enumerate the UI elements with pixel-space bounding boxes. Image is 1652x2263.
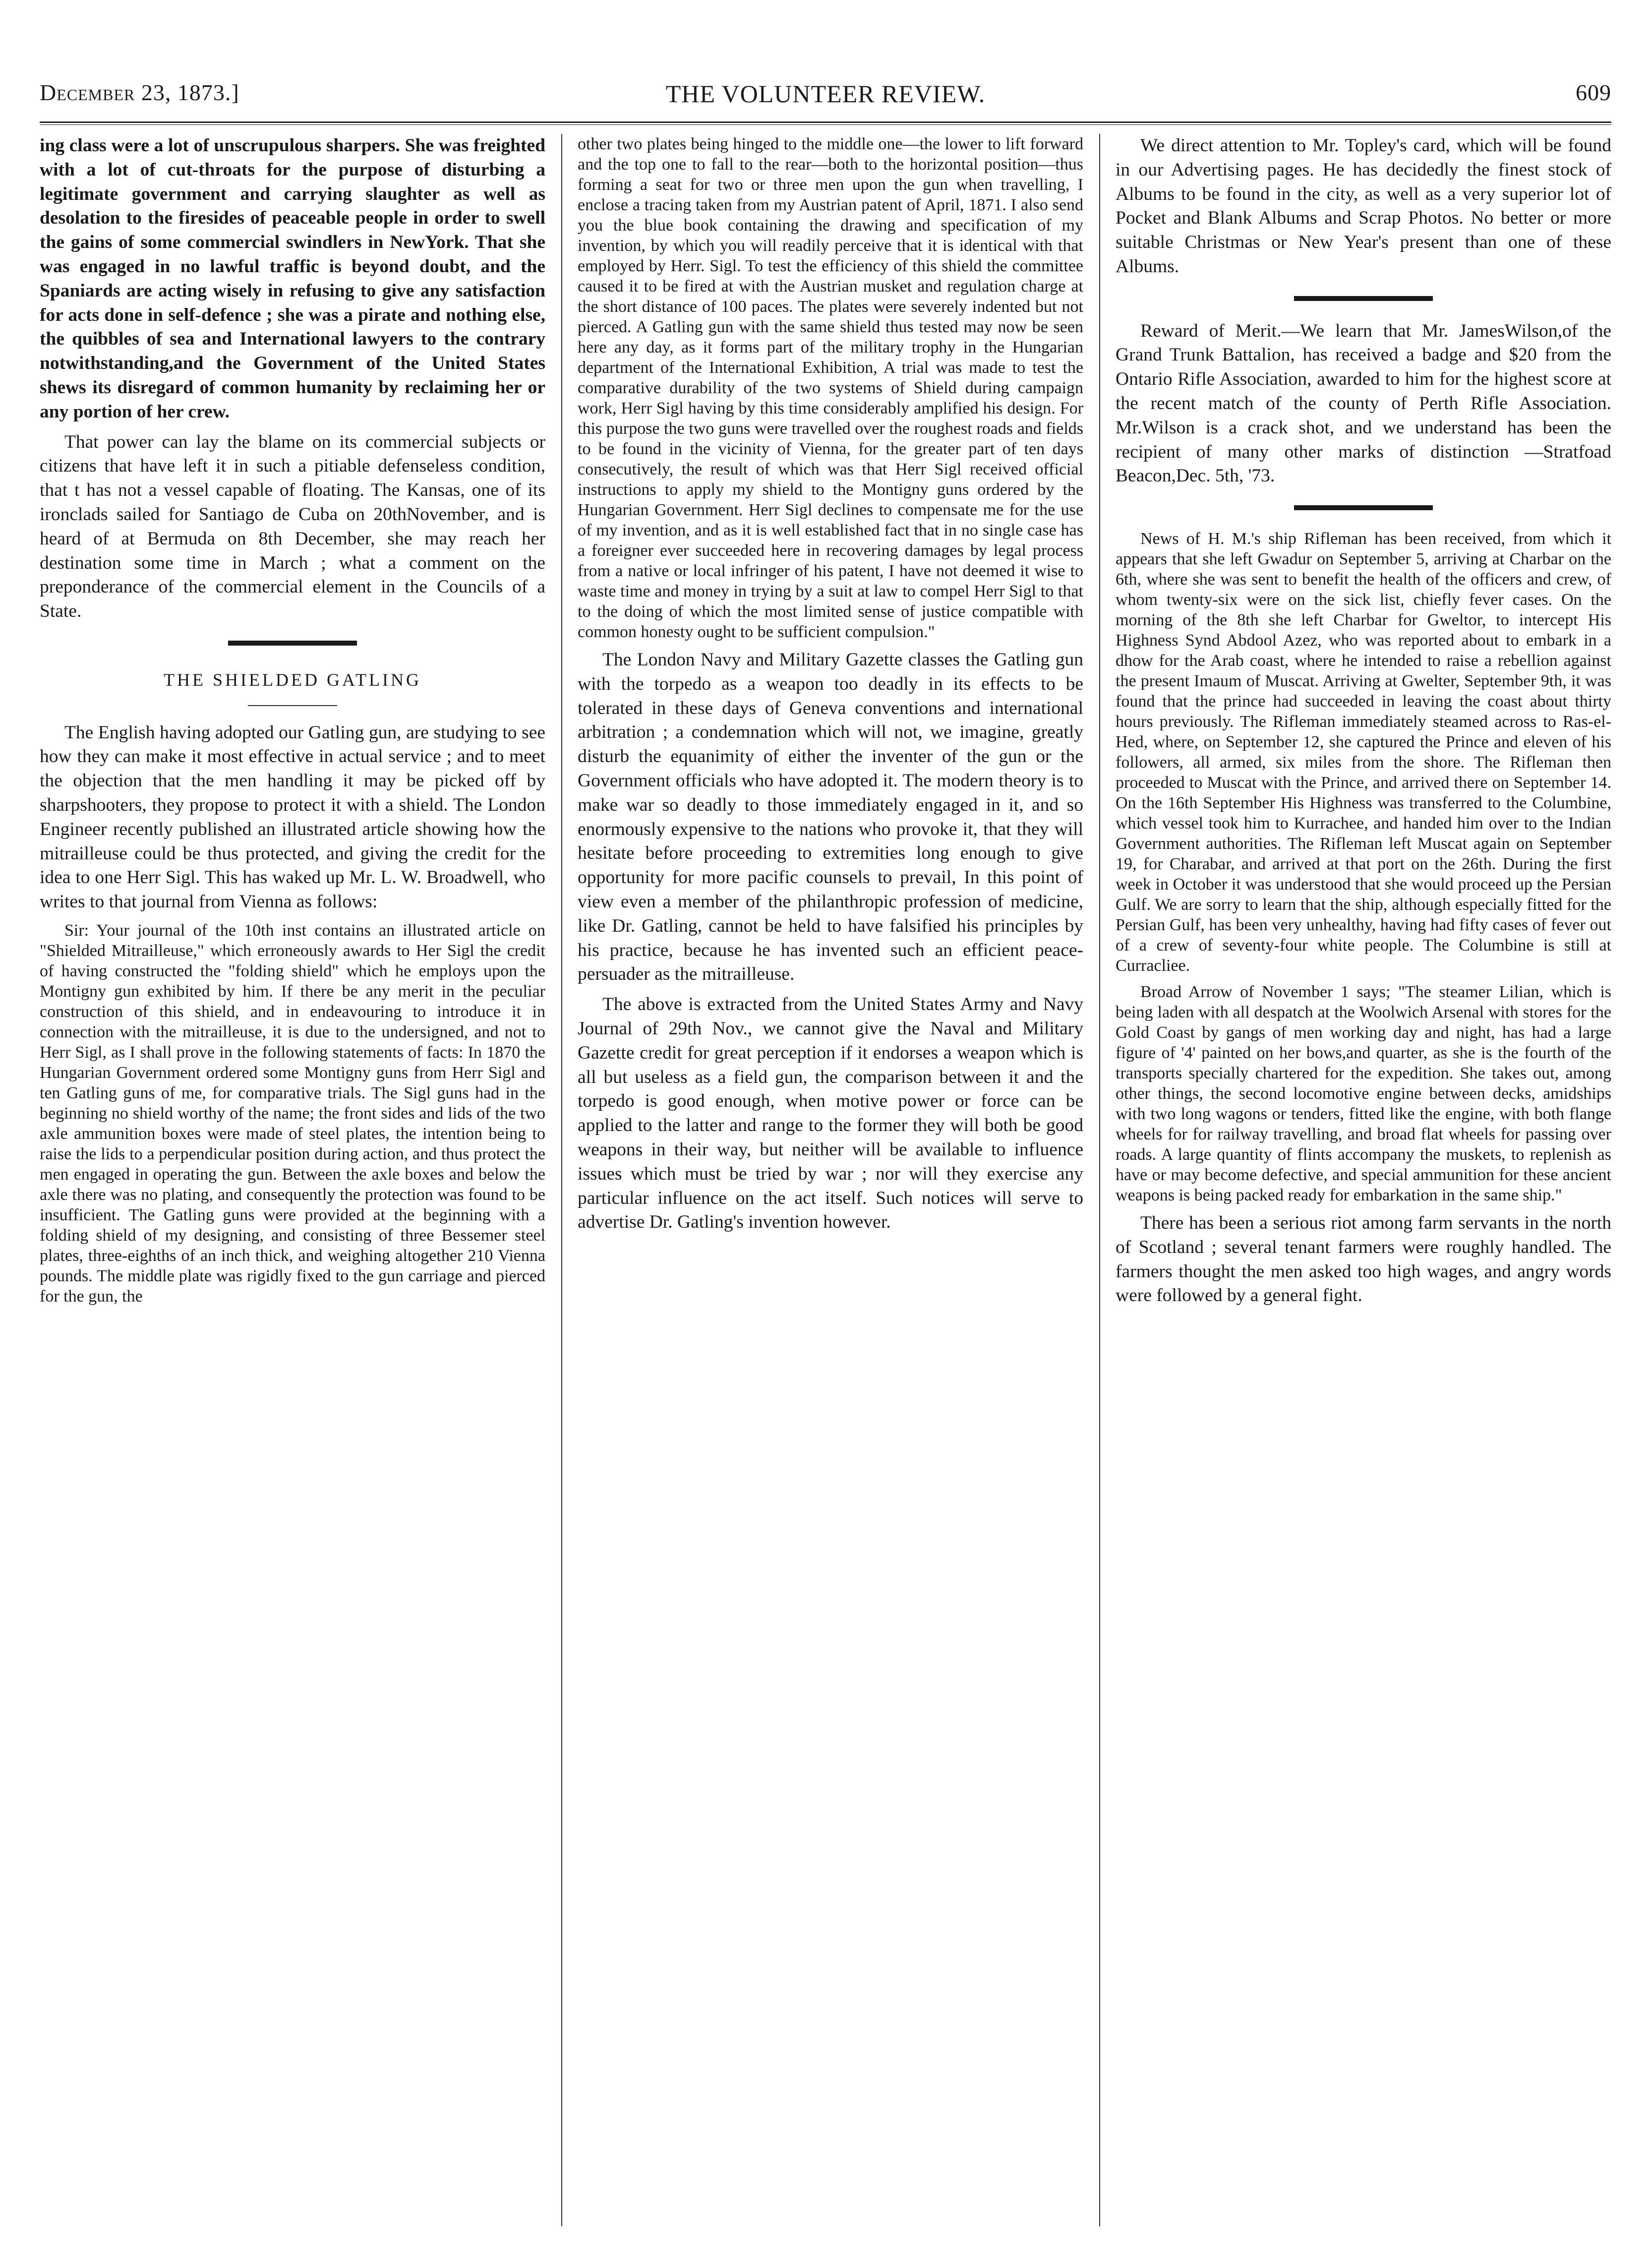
article-paragraph: The above is extracted from the United States Army and Navy Journal of 29th Nov., we cannot give the Naval and Military Gazette credit for great perception if it endorses a weapon which is all but useless as a field gun, the comparison between it and the torpedo is good enough, when motive power or force can be applied to the latter and range to the former they will both be good weapons in their way, but neither will be available to influence issues which must be tried by war ; nor will they exercise any particular influence on the act itself. Such notices will serve to advertise Dr. Gatling's invention however. (578, 994, 1083, 1233)
divider-ornament (1294, 294, 1433, 303)
article-paragraph: ing class were a lot of unscrupulous sharpers. She was freighted with a lot of cut-throats for the purpose of disturbing a legitimate government and carrying slaughter as well as desolation to the firesides of peaceable people in order to swell the gains of some commercial swindlers in NewYork. That she was engaged in no lawful traffic is beyond doubt, and the Spaniards are acting wisely in refusing to give any satisfaction for acts done in self-defence ; she was a pirate and nothing else, the quibbles of sea and International lawyers to the contrary notwithstanding,and the Government of the United States shews its disregard of common humanity by reclaiming her or any portion of her crew. (40, 135, 545, 422)
column-rule (1099, 134, 1100, 2226)
quoted-letter: Sir: Your journal of the 10th inst contains an illustrated article on "Shielded Mitrailleuse," which erroneously awards to Her Sigl the credit of having constructed the "folding shield" which he employs upon the Montigny gun exhibited by him. If there be any merit in the peculiar construction of this shield, and in endeavouring to introduce it in connection with the mitrailleuse, it is due to the undersigned, and not to Herr Sigl, as I shall prove in the following statements of facts: In 1870 the Hungarian Government ordered some Montigny guns from Herr Sigl and ten Gatling guns of me, for comparative trials. The Sigl guns had in the beginning no shield worthy of the name; the front sides and lids of the two axle ammunition boxes were made of steel plates, the intention being to raise the lids to a perpendicular position during action, and thus protect the men engaged in operating the gun. Between the axle boxes and below the axle there was no plating, and consequently the protection was found to be insufficient. The Gatling guns were provided at the beginning with a folding shield of my designing, and consisting of three Bessemer steel plates, three-eighths of an inch thick, and weighing altogether 210 Vienna pounds. The middle plate was rigidly fixed to the gun carriage and pierced for the gun, the (40, 921, 545, 1306)
article-heading: THE SHIELDED GATLING (164, 669, 421, 690)
divider-ornament (228, 638, 357, 648)
article-paragraph: That power can lay the blame on its commercial subjects or citizens that have left it in such a pitiable defenseless condition, that t has not a vessel capable of floating. The Kansas, one of its ironclads sailed for Santiago de Cuba on 20thNovember, and is heard of at Bermuda on 8th December, she may reach her destination some time in March ; what a comment on the preponderance of the commercial element in the Councils of a State. (40, 431, 545, 622)
publication-title: THE VOLUNTEER REVIEW. (665, 80, 986, 108)
article-paragraph: There has been a serious riot among farm servants in the north of Scotland ; several tenant farmers were roughly handled. The farmers thought the men asked too high wages, and angry words were followed by a general fight. (1116, 1212, 1611, 1306)
column-1 (40, 134, 545, 2226)
quoted-letter-continued: other two plates being hinged to the middle one—the lower to lift forward and the top one to fall to the rear—both to the horizontal position—thus forming a seat for two or three men upon the gun when travelling, I enclose a tracing taken from my Austrian patent of April, 1871. I also send you the blue book containing the drawing and specification of my invention, by which you will readily perceive that it is identical with that employed by Herr. Sigl. To test the efficiency of this shield the committee caused it to be fired at with the Austrian musket and regulation charge at the short distance of 100 paces. The plates were severely indented but not pierced. A Gatling gun with the same shield thus tested may now be seen here any day, as it forms part of the military trophy in the Hungarian department of the International Exhibition, A trial was made to test the comparative durability of the two systems of Shield during campaign work, Herr Sigl having by this time considerably amplified his design. For this purpose the two guns were travelled over the roughest roads and fields to be found in the vicinity of Vienna, for the greater part of ten days consecutively, the result of which was that Herr Sigl received official instructions to apply my shield to the Montigny guns ordered by the Hungarian Government. Herr Sigl declines to compensate me for the use of my invention, and as it is well established fact that in no single case has a foreigner ever succeeded here in recovering damages by legal process from a native or local infringer of his patent, I have not deemed it wise to waste time and money in trying by a suit at law to compel Herr Sigl to that to the doing of which the most limited sense of justice compatible with common honesty ought to be sufficient compulsion." (578, 135, 1083, 641)
article-paragraph: The English having adopted our Gatling gun, are studying to see how they can make it most effective in actual service ; and to meet the objection that the men handling it may be picked off by sharpshooters, they propose to protect it with a shield. The London Engineer recently published an illustrated article showing how the mitrailleuse could be thus protected, and giving the credit for the idea to one Herr Sigl. This has waked up Mr. L. W. Broadwell, who writes to that journal from Vienna as follows: (40, 722, 545, 912)
article-paragraph: Reward of Merit.—We learn that Mr. JamesWilson,of the Grand Trunk Battalion, has received a badge and $20 from the Ontario Rifle Association, awarded to him for the highest score at the recent match of the county of Perth Rifle Association. Mr.Wilson is a crack shot, and we understand has been the recipient of many other marks of distinction —Stratfoad Beacon,Dec. 5th, '73. (1116, 320, 1611, 486)
article-paragraph: The London Navy and Military Gazette classes the Gatling gun with the torpedo as a weapon too deadly in its effects to be tolerated in these days of Geneva conventions and international arbitration ; a condemnation which will not, we imagine, greatly disturb the equanimity of either the inventer of the gun or the Government officials who have adopted it. The modern theory is to make war so deadly to those immediately engaged in it, and so enormously expensive to the nations who provoke it, that they will hesitate before proceeding to extremities long enough to give opportunity for more pacific counsels to prevail, In this point of view even a member of the philanthropic profession of medicine, like Dr. Gatling, cannot be held to have falsified his principles by his practice, because he has invented such an efficient peace-persuader as the mitrailleuse. (578, 650, 1083, 985)
column-rule (561, 134, 562, 2226)
header-rule (40, 121, 1611, 125)
section-divider (1116, 495, 1611, 520)
issue-date: December 23, 1873.] (40, 80, 239, 105)
column-3 (1116, 134, 1611, 2226)
page-header (40, 74, 1611, 114)
page-number: 609 (1576, 80, 1611, 105)
divider-ornament (1294, 503, 1433, 513)
section-divider (40, 631, 545, 655)
column-2 (578, 134, 1083, 2226)
article-paragraph: Broad Arrow of November 1 says; "The steamer Lilian, which is being laden with all despatch at the Woolwich Arsenal with stores for the Gold Coast by gangs of men working day and night, has had a large figure of '4' painted on her bows,and quarter, as she is the fourth of the transports specially chartered for the expedition. She takes out, among other things, the second locomotive engine between decks, amidships with two long wagons or tenders, fitted like the engine, with both flange wheels for for railway travelling, and broad flat wheels for passing over roads. A large quantity of flints accompany the muskets, to replenish as have or may become defective, and special ammunition for these ancient weapons is being packed ready for embarkation in the same ship." (1116, 982, 1611, 1204)
section-divider (1116, 286, 1611, 310)
article-paragraph: News of H. M.'s ship Rifleman has been received, from which it appears that she left Gwadur on September 5, arriving at Charbar on the 6th, where she was sent to benefit the health of the officers and crew, of whom twenty-six were on the sick list, chiefly fever cases. On the morning of the 8th she left Charbar for Gweltor, to intercept His Highness Synd Abdool Azez, who was reported about to embark in a dhow for the Arab coast, where he intended to raise a rebellion against the present Imaum of Muscat. Arriving at Gwelter, September 9th, it was found that the prince had succeeded in leaving the coast about thirty hours previously. The Rifleman immediately steamed across to Ras-el-Hed, where, on September 12, she captured the Prince and eleven of his followers, all armed, six miles from the shore. The Rifleman then proceeded to Muscat with the Prince, and arrived there on September 14. On the 16th September His Highness was transferred to the Columbine, which vessel took him to Kurrachee, and handed him over to the Indian Government authorities. The Rifleman left Muscat again on September 19, for Charabar, and arrived at that port on the 26th. During the first week in October it was understood that she would proceed up the Persian Gulf. We are sorry to learn that the ship, although especially fitted for the Persian Gulf, has been very unhealthy, having had fifty cases of fever out of a crew of seventy-four white people. The Columbine is still at Curracliee. (1116, 529, 1611, 975)
article-paragraph: We direct attention to Mr. Topley's card, which will be found in our Advertising pages. He has decidedly the finest stock of Albums to be found in the city, as well as a very superior lot of Pocket and Blank Albums and Scrap Photos. No better or more suitable Christmas or New Year's present than one of these Albums. (1116, 135, 1611, 277)
heading-rule (248, 705, 337, 706)
